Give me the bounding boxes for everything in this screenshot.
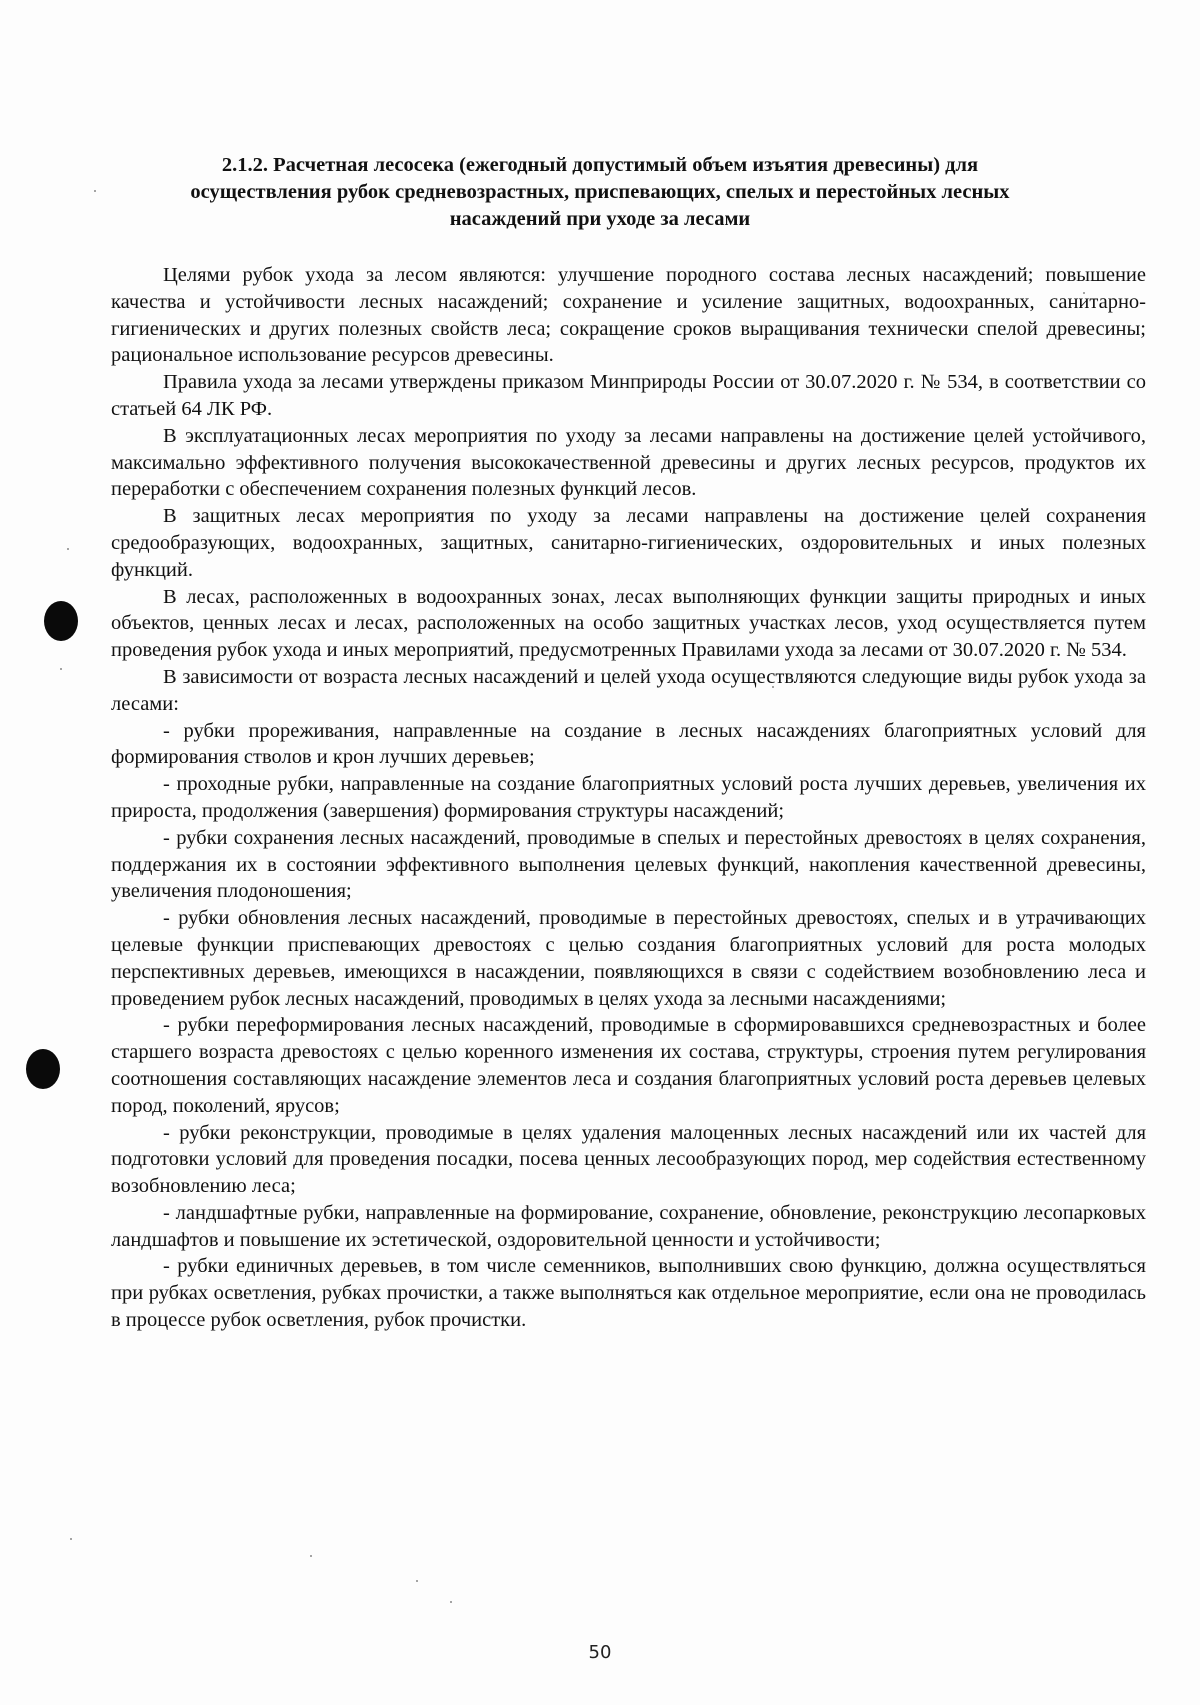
heading-line: осуществления рубок средневозрастных, приспевающих, спелых и перестойных лесных <box>190 181 1010 203</box>
heading-line: 2.1.2. Расчетная лесосека (ежегодный допустимый объем изъятия древесины) для <box>221 154 979 176</box>
scan-speck <box>60 668 62 670</box>
list-item: - рубки прореживания, направленные на создание в лесных насаждениях благоприятных условий для формирования стволов и крон лучших деревьев; <box>111 719 1146 769</box>
paragraph: В защитных лесах мероприятия по уходу за лесами направлены на достижение целей сохранения средообразующих, водоохранных, защитных, санитарно-гигиенических, оздоровительных и иных полезных функций. <box>111 505 1146 581</box>
list-item: - ландшафтные рубки, направленные на формирование, сохранение, обновление, реконструкцию лесопарковых ландшафтов и повышение их эстетической, оздоровительной ценности и устойчивости; <box>111 1201 1146 1251</box>
list-item: - рубки реконструкции, проводимые в целях удаления малоценных лесных насаждений или их частей для подготовки условий для проведения посадки, посева ценных лесообразующих пород, мер содействия естественному возобновлению леса; <box>111 1121 1146 1198</box>
punch-hole-mark <box>44 601 78 641</box>
paragraph: В зависимости от возраста лесных насаждений и целей ухода осуществляются следующие виды рубок ухода за лесами: <box>111 665 1146 715</box>
scan-speck <box>67 548 69 550</box>
scan-speck <box>416 1580 418 1582</box>
scan-speck <box>94 190 96 192</box>
paragraph: Правила ухода за лесами утверждены приказом Минприроды России от 30.07.2020 г. № 534, в соответствии со статьей 64 ЛК РФ. <box>111 371 1146 420</box>
section-heading <box>140 152 1060 233</box>
list-item: - проходные рубки, направленные на создание благоприятных условий роста лучших деревьев, увеличения их прироста, продолжения (завершения) формирования структуры насаждений; <box>111 773 1146 822</box>
list-item: - рубки сохранения лесных насаждений, проводимые в спелых и перестойных древостоях в целях сохранения, поддержания их в состоянии эффективного выполнения целевых функций, накопления качественной древесины, увеличения плодоношения; <box>111 826 1146 903</box>
paragraph: Целями рубок ухода за лесом являются: улучшение породного состава лесных насаждений; повышение качества и устойчивости лесных насаждений; сохранение и усиление защитных, водоохранных, санитарно-гигиенических и других полезных свойств леса; сокращение сроков выращивания технически спелой древесины; рациональное использование ресурсов древесины. <box>111 264 1146 367</box>
paragraph: В лесах, расположенных в водоохранных зонах, лесах выполняющих функции защиты природных и иных объектов, ценных лесах и лесах, расположенных на особо защитных участках лесов, уход осуществляется путем проведения рубок ухода и иных мероприятий, предусмотренных Правилами ухода за лесами от 30.07.2020 г. № 534. <box>111 585 1146 662</box>
scan-speck <box>310 1555 312 1557</box>
scan-speck <box>450 1601 452 1603</box>
scan-speck <box>70 1538 72 1540</box>
list-item: - рубки единичных деревьев, в том числе семенников, выполнивших свою функцию, должна осуществляться при рубках осветления, рубках прочистки, а также выполняться как отдельное мероприятие, если она не проводилась в процессе рубок осветления, рубок прочистки. <box>111 1255 1146 1332</box>
list-item: - рубки переформирования лесных насаждений, проводимые в сформировавшихся средневозрастных и более старшего возраста древостоях с целью коренного изменения их состава, структуры, строения путем регулирования соотношения составляющих насаждение элементов леса и создания благоприятных условий роста деревьев целевых пород, поколений, ярусов; <box>111 1014 1146 1117</box>
document-body <box>111 262 1146 1334</box>
list-item: - рубки обновления лесных насаждений, проводимые в перестойных древостоях, спелых и в утрачивающих целевые функции приспевающих древостоях с целью создания благоприятных условий для роста молодых перспективных деревьев, имеющихся в насаждении, появляющихся в связи с содействием возобновлению леса и проведением рубок лесных насаждений, проводимых в целях ухода за лесными насаждениями; <box>111 907 1146 1010</box>
punch-hole-mark <box>26 1049 60 1089</box>
page-number: 50 <box>588 1642 612 1663</box>
heading-line: насаждений при уходе за лесами <box>449 208 751 230</box>
paragraph: В эксплуатационных лесах мероприятия по уходу за лесами направлены на достижение целей устойчивого, максимально эффективного получения высококачественной древесины и других лесных ресурсов, продуктов их переработки с обеспечением сохранения полезных функций лесов. <box>111 424 1146 501</box>
